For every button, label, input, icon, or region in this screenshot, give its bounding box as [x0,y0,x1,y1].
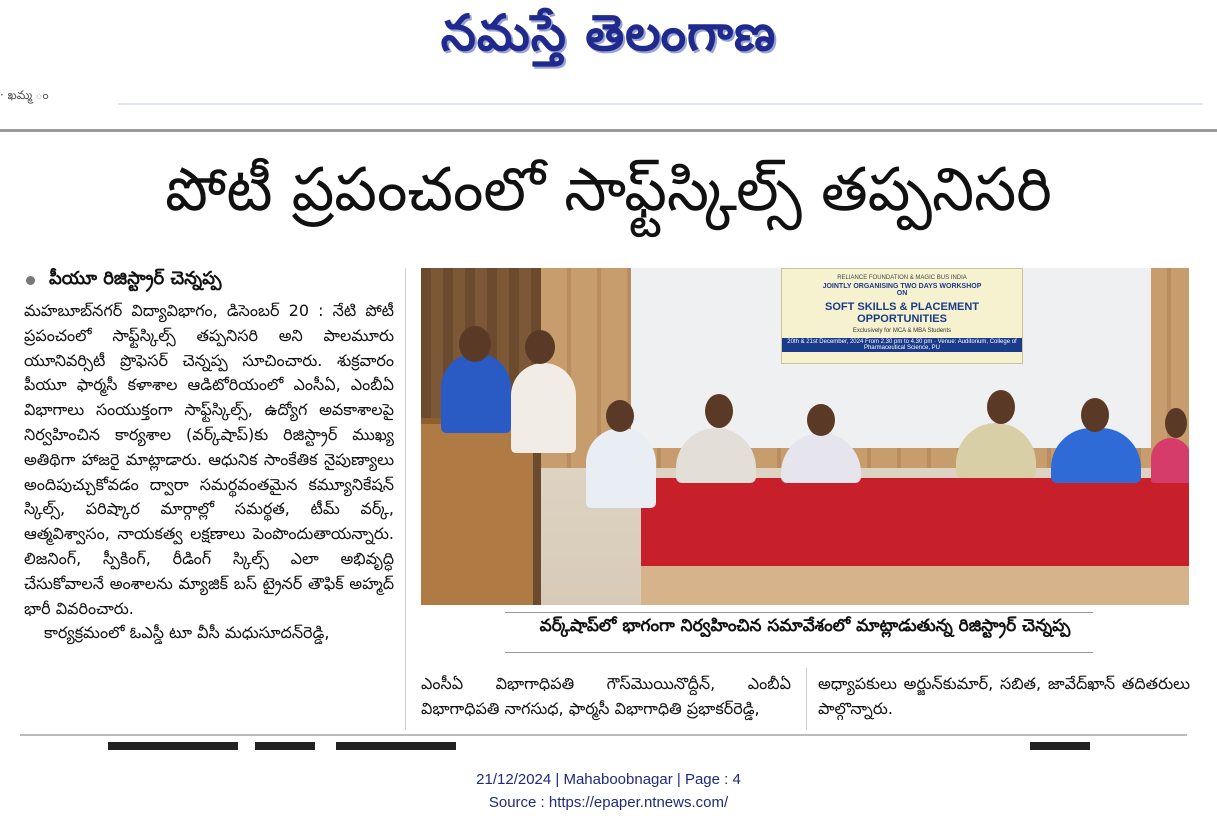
article-column-mid [421,672,791,722]
article-body-right: అధ్యాపకులు అర్జున్‌కుమార్, సబిత, జావేద్‌ఖాన్ తదితరులు పాల్గొన్నారు. [818,674,1190,718]
article-body-left: మహబూబ్‌నగర్ విద్యావిభాగం, డిసెంబర్ 20 : నేటి పోటీ ప్రపంచంలో సాఫ్ట్‌స్కిల్స్ తప్పనిసరి అని పాలమూరు యూనివర్సిటీ ప్రొఫెసర్ చెన్నప్ప సూచించారు. శుక్రవారం పీయూ ఫార్మసీ కళాశాల ఆడిటోరియంలో ఎంసీఏ, ఎంబీఏ విభాగాలు సంయుక్తంగా సాఫ్ట్‌స్కిల్స్, ఉద్యోగ అవకాశాలపై నిర్వహించిన కార్యశాల (వర్క్‌షాప్)కు రిజిస్ట్రార్ ముఖ్య అతిథిగా హాజరై మాట్లాడారు. ఆధునిక సాంకేతిక నైపుణ్యాలు అందిపుచ్చుకోవడం ద్వారా సమర్థవంతమైన కమ్యూనికేషన్ స్కిల్స్, పరిష్కార మార్గాల్లో సమర్థత, టీమ్ వర్క్, ఆత్మవిశ్వాసం, నాయకత్వ లక్షణాలు పెంపొందుతాయన్నారు. లిజనింగ్, స్పీకింగ్, రీడింగ్ స్కిల్స్ ఎలా అభివృద్ధి చేసుకోవాలనే అంశాలను మ్యాజిక్ బస్ ట్రైనర్ తౌఫిక్ అహ్మద్ భారీ వివరించారు. [24,301,394,618]
footer-source: Source : https://epaper.ntnews.com/ [488,794,729,811]
standing-figure [511,363,576,453]
page-rule [0,129,1217,132]
bottom-rule [20,734,1187,736]
edge-fragment: · ఖమ్మ ం [0,88,49,102]
byline [24,268,394,293]
byline-text: పీయూ రిజిస్ట్రార్ చెన్నప్ప [49,268,222,289]
article-body-mid: ఎంసీఏ విభాగాధిపతి గౌస్‌మొయినొద్దీన్, ఎంబీఏ విభాగాధిపతి నాగసుధ, ఫార్మసీ విభాగాధితి ప్రభాకర్‌రెడ్డి, [421,674,791,718]
table [641,478,1189,568]
column-divider [405,268,406,730]
bullet-icon [26,276,35,285]
photo-caption: వర్క్‌షాప్‌లో భాగంగా నిర్వహించిన సమావేశంలో మాట్లాడుతున్న రిజిస్ట్రార్ చెన్నప్ప [539,616,1071,636]
next-article-fragment [108,742,238,750]
footer [0,768,1217,814]
masthead-rule [118,103,1203,105]
article-headline: పోటీ ప్రపంచంలో సాఫ్ట్‌స్కిల్స్ తప్పనిసరి [165,155,1052,225]
seated-figure [1151,438,1189,483]
workshop-banner: RELIANCE FOUNDATION & MAGIC BUS INDIA JOINTLY ORGANISING TWO DAYS WORKSHOP ON SOFT SKILLS & PLACEMENT OPPORTUNITIES Exclusively for MCA & MBA Students 20th & 21st December, 2024 From 2.30 pm to 4.30 pm · Venue: Auditorium, College of Pharmaceutical Science, PU [781,268,1023,364]
article-column-right [818,672,1190,722]
speaker-figure [441,353,511,433]
seated-figure [586,428,656,508]
article-column-left [24,268,394,646]
article-photo [421,268,1189,605]
footer-date-page: 21/12/2024 | Mahaboobnagar | Page : 4 [476,771,741,788]
masthead [0,0,1217,100]
column-divider [806,668,807,730]
article-body-left-last: కార్యక్రమంలో ఓఎస్డీ టూ వీసీ మధుసూదన్‌రెడ్డి, [44,623,330,643]
newspaper-logo: నమస్తే తెలంగాణ [440,4,777,62]
